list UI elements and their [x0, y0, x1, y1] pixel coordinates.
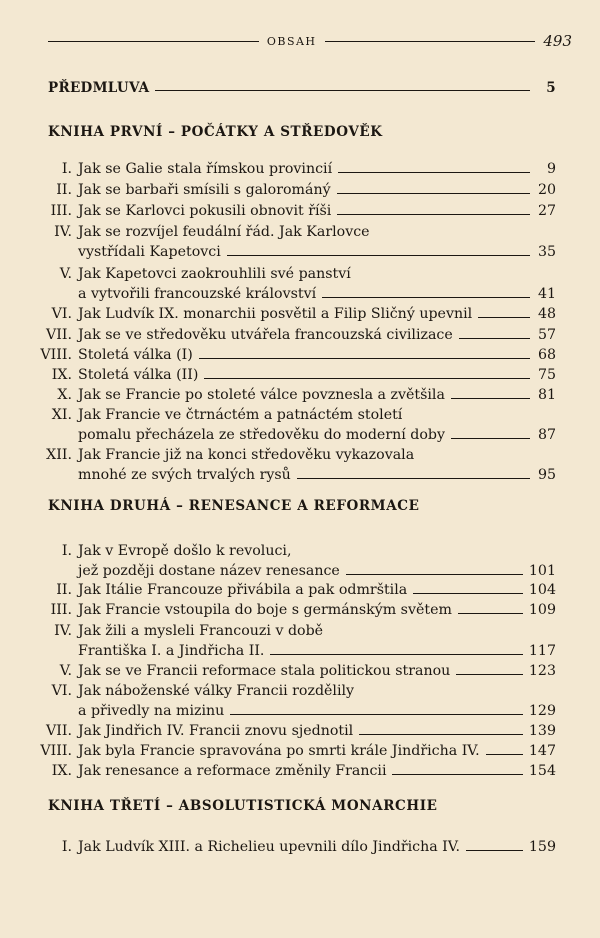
leader-line: [451, 438, 530, 439]
toc-entry[interactable]: [0, 406, 556, 425]
toc-entry[interactable]: [0, 326, 556, 345]
chapter-title: Jak se Karlovci pokusili obnovit říši: [78, 203, 332, 219]
chapter-number: IX.: [51, 367, 72, 383]
toc-entry-continued[interactable]: [0, 642, 556, 661]
leader-line: [451, 398, 530, 399]
chapter-number: VI.: [51, 683, 72, 699]
book-heading-2: KNIHA DRUHÁ – RENESANCE A REFORMACE: [48, 498, 420, 514]
chapter-title: Jak Kapetovci zaokrouhlili své panství: [78, 266, 351, 282]
toc-entry-continued[interactable]: [0, 562, 556, 581]
leader-line: [337, 214, 530, 215]
chapter-page: 104: [528, 582, 556, 598]
chapter-number: II.: [56, 182, 72, 198]
chapter-title: Jak renesance a reformace změnily Francii: [78, 763, 387, 779]
chapter-title: Jak se ve středověku utvářela francouzská civilizace: [78, 327, 453, 343]
toc-entry[interactable]: [0, 160, 556, 179]
chapter-number: III.: [50, 602, 72, 618]
chapter-page: 154: [528, 763, 556, 779]
toc-entry[interactable]: [0, 366, 556, 385]
chapter-number: III.: [50, 203, 72, 219]
chapter-title-line-2: Františka I. a Jindřicha II.: [78, 643, 265, 659]
chapter-title: Jak Jindřich IV. Francii znovu sjednotil: [78, 723, 354, 739]
chapter-page: 35: [537, 244, 556, 260]
chapter-title: Jak se Galie stala římskou provincií: [78, 161, 333, 177]
chapter-number: XI.: [51, 407, 72, 423]
chapter-page: 129: [528, 703, 556, 719]
chapter-number: VIII.: [40, 347, 72, 363]
chapter-title: Jak Francie vstoupila do boje s germánským světem: [78, 602, 452, 618]
chapter-page: 81: [537, 387, 556, 403]
leader-line: [456, 674, 523, 675]
chapter-number: V.: [59, 663, 72, 679]
chapter-title-line-2: pomalu přecházela ze středověku do moderní doby: [78, 427, 446, 443]
chapter-page: 48: [537, 306, 556, 322]
leader-line: [199, 358, 530, 359]
toc-entry[interactable]: [0, 265, 556, 284]
chapter-number: I.: [61, 161, 72, 177]
toc-entry[interactable]: [0, 762, 556, 781]
chapter-title: Jak Francie již na konci středověku vykazovala: [78, 447, 415, 463]
chapter-number: IV.: [54, 623, 72, 639]
chapter-page: 109: [528, 602, 556, 618]
chapter-title: Jak se rozvíjel feudální řád. Jak Karlovce: [78, 224, 370, 240]
toc-entry[interactable]: [0, 662, 556, 681]
toc-entry[interactable]: [0, 682, 556, 701]
toc-entry-preface[interactable]: [48, 80, 556, 96]
chapter-page: 101: [528, 563, 556, 579]
chapter-page: 117: [528, 643, 556, 659]
leader-line: [338, 172, 530, 173]
preface-page: 5: [546, 80, 556, 96]
toc-entry[interactable]: [0, 181, 556, 200]
chapter-title: Jak se Francie po stoleté válce povznesla a zvětšila: [78, 387, 445, 403]
book-heading-1: KNIHA PRVNÍ – POČÁTKY A STŘEDOVĚK: [48, 124, 383, 140]
chapter-page: 87: [537, 427, 556, 443]
leader-line: [459, 338, 530, 339]
toc-entry-continued[interactable]: [0, 285, 556, 304]
toc-entry[interactable]: [0, 346, 556, 365]
toc-entry[interactable]: [0, 601, 556, 620]
chapter-page: 9: [546, 161, 556, 177]
leader-line: [227, 255, 530, 256]
toc-entry[interactable]: [0, 305, 556, 324]
chapter-page: 75: [537, 367, 556, 383]
toc-entry-continued[interactable]: [0, 426, 556, 445]
leader-line: [466, 850, 523, 851]
leader-line: [322, 297, 530, 298]
toc-entry[interactable]: [0, 742, 556, 761]
leader-line: [346, 574, 523, 575]
toc-entry[interactable]: [0, 622, 556, 641]
toc-entry[interactable]: [0, 581, 556, 600]
chapter-number: I.: [61, 839, 72, 855]
chapter-page: 139: [528, 723, 556, 739]
chapter-title: Jak v Evropě došlo k revoluci,: [78, 543, 292, 559]
chapter-number: X.: [57, 387, 72, 403]
chapter-number: V.: [59, 266, 72, 282]
chapter-number: IX.: [51, 763, 72, 779]
chapter-page: 147: [528, 743, 556, 759]
chapter-title: Jak se barbaři smísili s galorománý: [78, 182, 331, 198]
toc-entry-continued[interactable]: [0, 702, 556, 721]
chapter-title: Jak Ludvík IX. monarchii posvětil a Filip Sličný upevnil: [78, 306, 473, 322]
chapter-page: 95: [537, 467, 556, 483]
toc-entry[interactable]: [0, 202, 556, 221]
chapter-page: 20: [537, 182, 556, 198]
chapter-number: VI.: [51, 306, 72, 322]
chapter-title: Stoletá válka (I): [78, 347, 193, 363]
chapter-page: 27: [537, 203, 556, 219]
chapter-page: 123: [528, 663, 556, 679]
leader-line: [230, 714, 523, 715]
chapter-title: Jak náboženské války Francii rozdělily: [78, 683, 355, 699]
leader-line: [204, 378, 530, 379]
chapter-number: I.: [61, 543, 72, 559]
book-heading-3: KNIHA TŘETÍ – ABSOLUTISTICKÁ MONARCHIE: [48, 798, 438, 814]
chapter-number: XII.: [46, 447, 72, 463]
chapter-number: VIII.: [40, 743, 72, 759]
toc-entry[interactable]: [0, 223, 556, 242]
toc-entry-continued[interactable]: [0, 243, 556, 262]
toc-entry[interactable]: [0, 838, 556, 857]
leader-line: [155, 90, 530, 91]
chapter-page: 159: [528, 839, 556, 855]
leader-line: [413, 593, 523, 594]
chapter-number: VII.: [46, 327, 72, 343]
toc-entry[interactable]: [0, 722, 556, 741]
chapter-title: Jak se ve Francii reformace stala politickou stranou: [78, 663, 451, 679]
chapter-title-line-2: vystřídali Kapetovci: [78, 244, 221, 260]
leader-line: [270, 654, 522, 655]
toc-entry[interactable]: [0, 386, 556, 405]
leader-line: [297, 478, 530, 479]
rule-right: [325, 41, 536, 42]
chapter-number: II.: [56, 582, 72, 598]
chapter-title: Jak žili a mysleli Francouzi v době: [78, 623, 324, 639]
chapter-title: Jak Ludvík XIII. a Richelieu upevnili dílo Jindřicha IV.: [78, 839, 461, 855]
toc-entry[interactable]: [0, 542, 556, 561]
rule-left: [48, 41, 259, 42]
chapter-page: 68: [537, 347, 556, 363]
running-head: [48, 30, 572, 52]
leader-line: [478, 317, 530, 318]
page-number: 493: [543, 32, 573, 50]
chapter-number: VII.: [46, 723, 72, 739]
chapter-title: Jak Francie ve čtrnáctém a patnáctém století: [78, 407, 403, 423]
leader-line: [359, 734, 523, 735]
toc-entry[interactable]: [0, 446, 556, 465]
chapter-title-line-2: mnohé ze svých trvalých rysů: [78, 467, 291, 483]
chapter-title-line-2: a přivedly na mizinu: [78, 703, 225, 719]
chapter-title: Stoletá válka (II): [78, 367, 199, 383]
chapter-title-line-2: a vytvořili francouzské království: [78, 286, 317, 302]
toc-entry-continued[interactable]: [0, 466, 556, 485]
chapter-number: IV.: [54, 224, 72, 240]
leader-line: [337, 193, 530, 194]
chapter-page: 57: [537, 327, 556, 343]
leader-line: [458, 613, 523, 614]
chapter-title-line-2: jež později dostane název renesance: [78, 563, 340, 579]
leader-line: [392, 774, 522, 775]
chapter-title: Jak byla Francie spravována po smrti krále Jindřicha IV.: [78, 743, 480, 759]
running-head-title: OBSAH: [266, 34, 317, 48]
chapter-page: 41: [537, 286, 556, 302]
leader-line: [486, 754, 523, 755]
chapter-title: Jak Itálie Francouze přivábila a pak odmrštila: [78, 582, 408, 598]
preface-label: PŘEDMLUVA: [48, 80, 150, 96]
